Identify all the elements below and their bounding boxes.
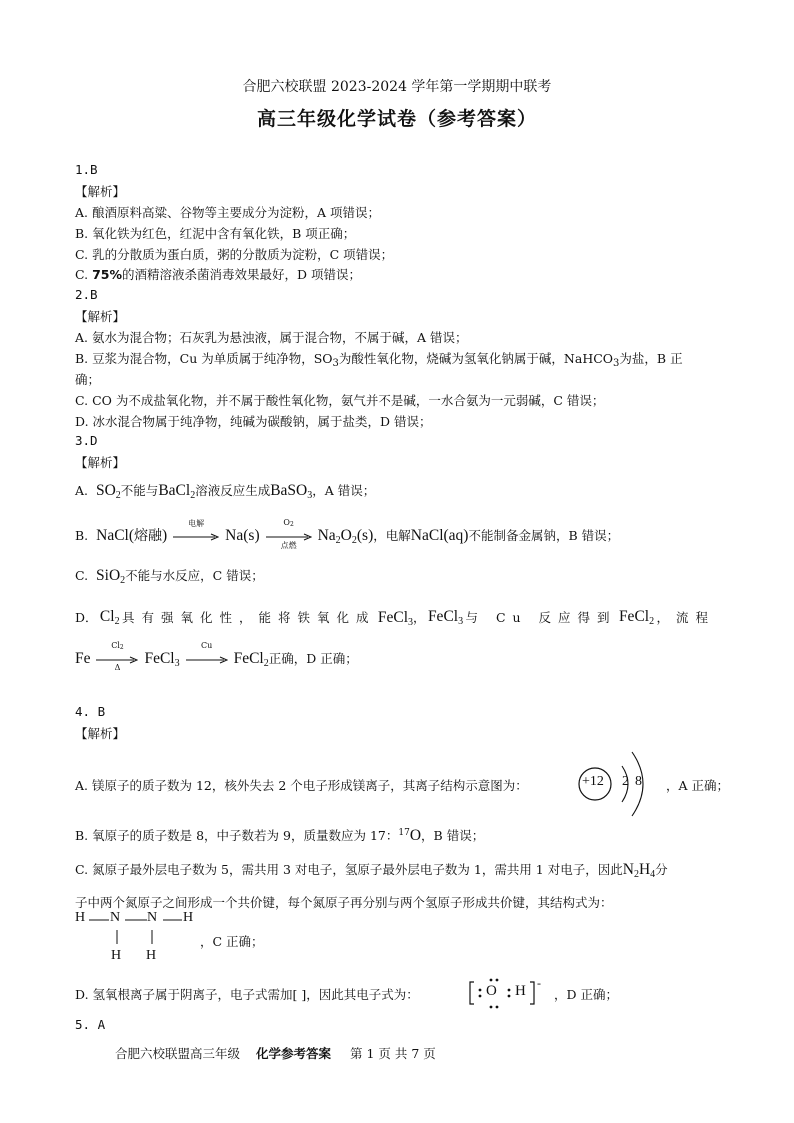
q3-a-baso3: BaSO$_3$ [270, 482, 313, 501]
mg-nucleus: +12 [582, 774, 604, 789]
q3-b-na2o2: $Na_2O_2(s)$ [317, 527, 374, 546]
footer-subject: 化学参考答案 [256, 1046, 332, 1061]
page-title: 高三年级化学试卷（参考答案） [256, 108, 537, 130]
oh-o: O [486, 983, 497, 999]
oh-charge: - [537, 976, 541, 990]
combustion-arrow: $O_2$ 点燃 [266, 530, 312, 544]
q3-answer: 3.D [75, 433, 98, 448]
flow-fecl3: FeCl$_3$ [144, 650, 180, 669]
q4-option-d [75, 985, 419, 1003]
q4-c-tail: ，C 正确； [200, 934, 264, 949]
q1-d-rest: 的酒精溶液杀菌消毒效果最好，D 项错误； [122, 267, 361, 282]
q3-d-t1: 具有强氧化性，能将铁氧化成 [121, 610, 376, 625]
q3-a-t2: 溶液反应生成 [195, 483, 271, 498]
struct-h1: H [75, 910, 86, 925]
q3-a-so2: $SO_2$ [95, 482, 121, 501]
q3-a-t1: 不能与 [120, 483, 159, 498]
struct-h3: H [111, 948, 122, 963]
footer-page-number: 第 1 页 共 7 页 [350, 1046, 436, 1061]
mg-ion-diagram [576, 746, 666, 822]
q3-a-bacl2: BaCl$_2$ [158, 482, 196, 501]
q2-b-sub2: 3 [613, 358, 620, 369]
q4-option-a [75, 776, 528, 794]
q3-a-t3: ，A 错误； [312, 483, 376, 498]
q4-c-n2h4: $N_2H_4$ [622, 861, 656, 880]
q2-option-a: A. 氨水为混合物；石灰乳为悬浊液，属于混合物，不属于碱，A 错误； [75, 330, 468, 345]
q3-d-fecl3b: FeCl$_3$ [427, 608, 464, 627]
q3-option-d [75, 608, 715, 628]
struct-h4: H [146, 948, 157, 963]
flow-fecl2: FeCl$_2$ [233, 650, 269, 669]
n2h4-structure [75, 910, 195, 966]
q3-c-sio2: SiO$_2$ [96, 567, 126, 586]
q4-b-t1: B. 氧原子的质子数是 8，中子数若为 9，质量数应为 17： [75, 828, 399, 843]
q1-option-a: A. 酿酒原料高粱、谷物等主要成分为淀粉，A 项错误； [75, 205, 380, 220]
q3-d-cl2: $Cl_2$ [99, 608, 120, 627]
oh-electron-formula [466, 976, 552, 1010]
q2-answer: 2.B [75, 287, 98, 302]
q3-flow [75, 640, 358, 672]
q3-option-c [75, 566, 264, 586]
q3-option-a [75, 481, 375, 501]
q3-b-t1: ，电解 [373, 528, 411, 543]
mg-shell-2: 8 [635, 774, 642, 789]
q3-c-label: C. [75, 568, 89, 583]
q4-option-b [75, 826, 484, 845]
q3-b-label: B. [75, 528, 89, 543]
q5-answer: 5. A [75, 1017, 106, 1032]
q3-d-t3: 与 Cu 反应得到 [465, 610, 617, 625]
q1-option-b: B. 氧化铁为红色，红泥中含有氧化铁，B 项正确； [75, 226, 356, 241]
q3-d-label: D． [75, 610, 98, 625]
struct-n1: N [110, 910, 121, 925]
q2-option-d: D. 冰水混合物属于纯净物，纯碱为碳酸钠，属于盐类，D 错误； [75, 414, 432, 429]
q3-analysis-label: 【解析】 [75, 455, 126, 470]
struct-n2: N [147, 910, 158, 925]
electrolysis-arrow: 电解 [173, 530, 219, 544]
q2-b-text3: 为盐，B 正 [619, 351, 683, 366]
oh-h: H [515, 983, 526, 999]
q3-c-t: 不能与水反应，C 错误； [125, 568, 264, 583]
q1-d-percent: 75% [92, 267, 122, 282]
q3-a-label: A. [75, 483, 89, 498]
q3-d-fecl2: FeCl$_2$ [618, 608, 655, 627]
q2-analysis-label: 【解析】 [75, 309, 126, 324]
q1-analysis-label: 【解析】 [75, 184, 126, 199]
q4-option-c-line1 [75, 860, 668, 880]
q2-option-c: C. CO 为不成盐氧化物，并不属于酸性氧化物，氨气并不是碱，一水合氨为一元弱碱，C 错误； [75, 393, 605, 408]
q2-b-sub1: 3 [332, 358, 339, 369]
q4-c-t1: C. 氮原子最外层电子数为 5，需共用 3 对电子，氢原子最外层电子数为 1，需共用 1 对电子，因此 [75, 862, 623, 877]
q3-d-fecl3: FeCl$_3$， [377, 609, 426, 628]
q1-answer: 1.B [75, 162, 98, 177]
q1-d-prefix: C. [75, 267, 89, 282]
q2-option-b-line2: 确； [75, 372, 101, 387]
q4-d-t1: D. 氢氧根离子属于阴离子，电子式需加[ ]，因此其电子式为： [75, 987, 419, 1002]
q3-b-aq: NaCl(aq) [410, 527, 469, 544]
struct-h2: H [183, 910, 194, 925]
q1-option-d [75, 265, 361, 283]
q4-analysis-label: 【解析】 [75, 726, 126, 741]
q4-b-o: O [409, 827, 422, 844]
q4-answer: 4. B [75, 704, 106, 719]
q4-a-tail: ，A 正确； [666, 778, 730, 793]
q4-a-t1: A. 镁原子的质子数为 12，核外失去 2 个电子形成镁离子，其离子结构示意图为： [75, 778, 528, 793]
q4-b-mass-number: 17 [398, 827, 410, 838]
q3-b-nacl: NaCl(熔融) [96, 527, 168, 544]
q3-b-na: Na(s) [225, 527, 260, 544]
footer-school: 合肥六校联盟高三年级 [115, 1046, 241, 1061]
q4-option-c-line2: 子中两个氮原子之间形成一个共价键，每个氮原子再分别与两个氢原子形成共价键，其结构式为： [75, 895, 613, 910]
q3-option-b [75, 517, 620, 550]
q3-b-t2: 不能制备金属钠，B 错误； [468, 528, 620, 543]
n2h4-bonds-svg [75, 910, 195, 966]
q3-d-t4: ，流程 [656, 610, 715, 625]
flow-text: 正确，D 正确； [268, 651, 358, 666]
exam-subtitle: 合肥六校联盟 2023-2024 学年第一学期期中联考 [242, 79, 552, 95]
q2-option-b-line1 [75, 349, 683, 369]
q4-d-tail: ，D 正确； [554, 987, 618, 1002]
mg-shell-1: 2 [622, 774, 629, 789]
q2-b-text1: B. 豆浆为混合物，Cu 为单质属于纯净物，SO [75, 351, 333, 366]
q1-option-c: C. 乳的分散质为蛋白质，粥的分散质为淀粉，C 项错误； [75, 247, 394, 262]
copper-arrow: Cu [186, 653, 228, 667]
flow-fe: Fe [75, 650, 91, 667]
chlorination-arrow: $Cl_2$ Δ [96, 653, 138, 667]
q4-c-t2: 分 [655, 862, 668, 877]
q4-b-t2: ，B 错误； [421, 828, 485, 843]
q2-b-text2: 为酸性氧化物，烧碱为氢氧化钠属于碱，NaHCO [338, 351, 614, 366]
